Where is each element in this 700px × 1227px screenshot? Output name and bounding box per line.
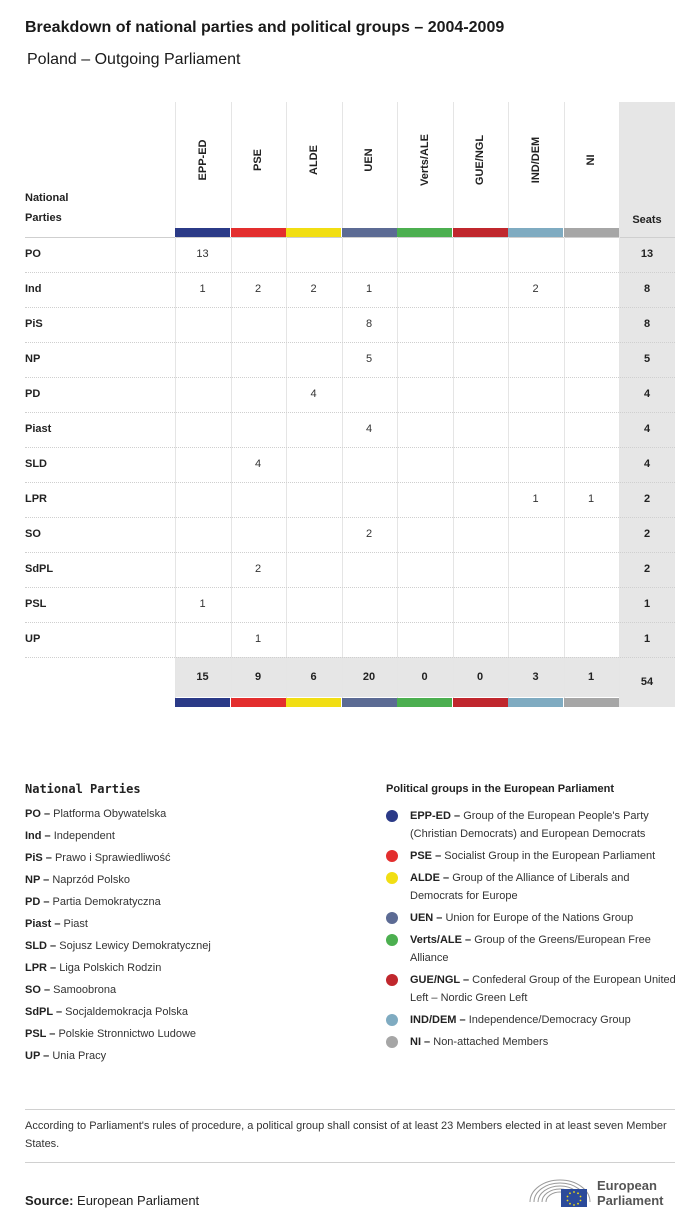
seat-count-cell: 2 (365, 528, 373, 540)
legend-item (386, 869, 678, 905)
legend-name: Unia Pracy (52, 1050, 107, 1062)
party-total-seats: 4 (643, 423, 651, 435)
procedure-note: According to Parliament's rules of procedure, a political group shall consist of at least 23 Members elected in at least seven Member States. (25, 1120, 667, 1150)
table-row (25, 413, 675, 448)
legend-item (25, 852, 211, 874)
legend-abbr: LPR – (25, 962, 57, 974)
legend-name: Prawo i Sprawiedliwość (54, 852, 171, 864)
table-row (25, 238, 675, 273)
group-color-bar (231, 698, 286, 707)
seat-count-cell: 1 (199, 598, 206, 610)
legend-item (25, 1028, 211, 1050)
source-label: Source: (25, 1193, 74, 1208)
table-row (25, 448, 675, 483)
party-total-seats: 13 (640, 248, 654, 260)
column-header-label: NI (585, 154, 597, 166)
group-total: 0 (421, 671, 428, 683)
legend-name: Independent (53, 830, 115, 842)
seat-count-cell: 1 (254, 633, 262, 645)
legend-item (25, 940, 211, 962)
group-color-bar (286, 698, 341, 707)
group-color-bar (342, 698, 397, 707)
seat-count-cell: 2 (254, 283, 262, 295)
logo-wordmark-line2: Parliament (597, 1193, 664, 1208)
grand-total-seats: 54 (640, 676, 654, 688)
legend-abbr: PO – (25, 808, 51, 820)
column-header-label: UEN (363, 148, 375, 172)
party-code: UP (25, 633, 41, 645)
seats-header: Seats (632, 214, 662, 226)
party-total-seats: 2 (643, 563, 651, 575)
legend-name: Liga Polskich Rodzin (59, 962, 162, 974)
legend-abbr: Ind – (25, 830, 51, 842)
legend-item (386, 1033, 678, 1051)
legend-name: Sojusz Lewicy Demokratycznej (59, 940, 211, 952)
legend-name: Socialist Group in the European Parliament (444, 850, 656, 862)
national-parties-header-line2: Parties (25, 212, 62, 224)
page-title: Breakdown of national parties and political groups – 2004-2009 (25, 19, 505, 36)
group-total: 9 (254, 671, 262, 683)
table-row (25, 273, 675, 308)
group-color-dot-icon (386, 850, 398, 862)
legend-abbr: UEN – (410, 912, 443, 924)
column-header-label: GUE/NGL (474, 134, 486, 186)
seat-count-cell: 1 (587, 493, 595, 505)
legend-abbr: Piast – (25, 918, 61, 930)
legend-item (25, 874, 211, 896)
group-total: 0 (476, 671, 484, 683)
column-header-inddem (508, 102, 563, 228)
legend-name: Non-attached Members (433, 1036, 549, 1048)
legend-item (386, 971, 678, 1007)
legend-abbr: EPP-ED – (410, 810, 461, 822)
party-code: SdPL (25, 563, 54, 575)
column-header-label: PSE (252, 148, 264, 172)
group-color-bar (397, 228, 452, 237)
group-color-bar (397, 698, 452, 707)
legend-abbr: IND/DEM – (410, 1014, 466, 1026)
group-color-bar (564, 698, 619, 707)
group-color-bar (231, 228, 286, 237)
legend-name: Group of the Alliance of Liberals and Democrats for Europe (410, 872, 630, 902)
column-header-alde (286, 102, 341, 228)
group-total: 1 (587, 671, 595, 683)
column-header-ni (564, 102, 619, 228)
group-color-dot-icon (386, 872, 398, 884)
legend-abbr: PD – (25, 896, 50, 908)
political-groups-legend-title: Political groups in the European Parliament (386, 783, 614, 795)
party-code: NP (25, 353, 41, 365)
table-row (25, 588, 675, 623)
group-color-bar (453, 228, 508, 237)
group-color-dot-icon (386, 974, 398, 986)
national-parties-header (25, 188, 68, 228)
column-header-label: IND/DEM (529, 136, 542, 184)
table-row (25, 378, 675, 413)
legend-item (25, 918, 211, 940)
seat-count-cell: 13 (196, 248, 209, 260)
legend-name: Platforma Obywatelska (53, 808, 167, 820)
group-color-dot-icon (386, 1036, 398, 1048)
table-row (25, 518, 675, 553)
legend-name: Union for Europe of the Nations Group (445, 912, 634, 924)
legend-abbr: Verts/ALE – (410, 934, 472, 946)
group-total: 20 (362, 671, 376, 683)
divider (25, 1162, 675, 1163)
group-color-dot-icon (386, 810, 398, 822)
group-total: 15 (196, 671, 209, 683)
party-code: Piast (25, 423, 52, 435)
legend-item (25, 808, 211, 830)
legend-name: Independence/Democracy Group (468, 1014, 631, 1026)
group-color-bar (175, 698, 230, 707)
party-total-seats: 4 (643, 458, 651, 470)
legend-abbr: PSE – (410, 850, 442, 862)
group-color-dot-icon (386, 912, 398, 924)
seat-count-cell: 4 (254, 458, 262, 470)
seat-count-cell: 1 (532, 493, 539, 505)
table-row (25, 553, 675, 588)
legend-abbr: GUE/NGL – (410, 974, 470, 986)
seat-count-cell: 4 (365, 423, 373, 435)
logo-wordmark (597, 1178, 663, 1208)
legend-name: Group of the European People's Party (Christian Democrats) and European Democrats (410, 810, 649, 840)
seat-count-cell: 1 (365, 283, 373, 295)
table-row (25, 343, 675, 378)
european-parliament-logo (527, 1172, 677, 1212)
legend-item (386, 847, 678, 865)
legend-item (25, 1050, 211, 1072)
seat-count-cell: 2 (310, 283, 317, 295)
party-total-seats: 1 (643, 633, 651, 645)
source-value: European Parliament (77, 1193, 200, 1208)
legend-item (386, 1011, 678, 1029)
national-parties-legend (25, 808, 211, 1072)
party-total-seats: 5 (643, 353, 651, 365)
page-subtitle: Poland – Outgoing Parliament (27, 51, 241, 68)
national-parties-header-line1: National (25, 192, 69, 204)
party-code: PiS (25, 318, 43, 330)
legend-name: Samoobrona (53, 984, 117, 996)
party-total-seats: 4 (643, 388, 651, 400)
logo-wordmark-line1: European (597, 1178, 657, 1193)
seat-count-cell: 2 (532, 283, 539, 295)
legend-item (386, 909, 678, 927)
divider (25, 1109, 675, 1110)
party-total-seats: 8 (643, 318, 651, 330)
seat-count-cell: 8 (365, 318, 373, 330)
party-total-seats: 2 (643, 493, 651, 505)
legend-item (25, 896, 211, 918)
party-total-seats: 2 (643, 528, 651, 540)
legend-item (386, 931, 678, 967)
group-color-bar (453, 698, 508, 707)
column-header-pse (231, 102, 286, 228)
legend-abbr: SO – (25, 984, 51, 996)
legend-abbr: NI – (410, 1036, 431, 1048)
column-header-guengl (453, 102, 508, 228)
column-header-label: Verts/ALE (418, 134, 431, 186)
parliament-hemicycle-icon (527, 1172, 593, 1212)
legend-abbr: PiS – (25, 852, 52, 864)
legend-item (25, 1006, 211, 1028)
legend-abbr: ALDE – (410, 872, 450, 884)
legend-abbr: SLD – (25, 940, 57, 952)
legend-name: Group of the Greens/European Free Alliance (410, 934, 651, 964)
group-color-bar (564, 228, 619, 237)
legend-abbr: PSL – (25, 1028, 56, 1040)
table-row (25, 623, 675, 658)
party-total-seats: 8 (643, 283, 651, 295)
party-code: PSL (25, 598, 47, 610)
group-total: 3 (532, 671, 539, 683)
legend-name: Piast (63, 918, 88, 930)
seat-count-cell: 5 (365, 353, 373, 365)
legend-item (386, 807, 678, 843)
column-header-vertsale (397, 102, 452, 228)
political-groups-legend (386, 807, 678, 1055)
group-color-dot-icon (386, 1014, 398, 1026)
legend-name: Confederal Group of the European United Left – Nordic Green Left (410, 974, 676, 1004)
group-color-bar (508, 228, 563, 237)
seat-count-cell: 1 (199, 283, 206, 295)
party-total-seats: 1 (643, 598, 651, 610)
party-code: SLD (25, 458, 47, 470)
group-color-bar (508, 698, 563, 707)
legend-name: Socjaldemokracja Polska (65, 1006, 189, 1018)
legend-abbr: UP – (25, 1050, 50, 1062)
row-divider (25, 657, 675, 658)
group-total: 6 (310, 671, 317, 683)
column-header-label: ALDE (307, 145, 320, 175)
group-color-bar (286, 228, 341, 237)
column-header-epped (175, 102, 230, 228)
group-color-dot-icon (386, 934, 398, 946)
table-row (25, 308, 675, 343)
source-credit (25, 1193, 199, 1208)
party-code: PD (25, 388, 41, 400)
legend-name: Partia Demokratyczna (52, 896, 161, 908)
legend-item (25, 962, 211, 984)
legend-abbr: NP – (25, 874, 50, 886)
legend-item (25, 984, 211, 1006)
column-header-label: EPP-ED (196, 139, 209, 181)
group-color-bar (175, 228, 230, 237)
party-code: Ind (25, 283, 42, 295)
legend-name: Polskie Stronnictwo Ludowe (58, 1028, 197, 1040)
national-parties-legend-title: National Parties (25, 782, 141, 796)
legend-abbr: SdPL – (25, 1006, 63, 1018)
seat-count-cell: 4 (310, 388, 317, 400)
table-row (25, 483, 675, 518)
column-header-uen (342, 102, 397, 228)
party-code: LPR (25, 493, 47, 505)
legend-name: Naprzód Polsko (52, 874, 130, 886)
group-color-bar (342, 228, 397, 237)
seat-count-cell: 2 (254, 563, 262, 575)
legend-item (25, 830, 211, 852)
party-code: PO (25, 248, 41, 260)
party-code: SO (25, 528, 41, 540)
